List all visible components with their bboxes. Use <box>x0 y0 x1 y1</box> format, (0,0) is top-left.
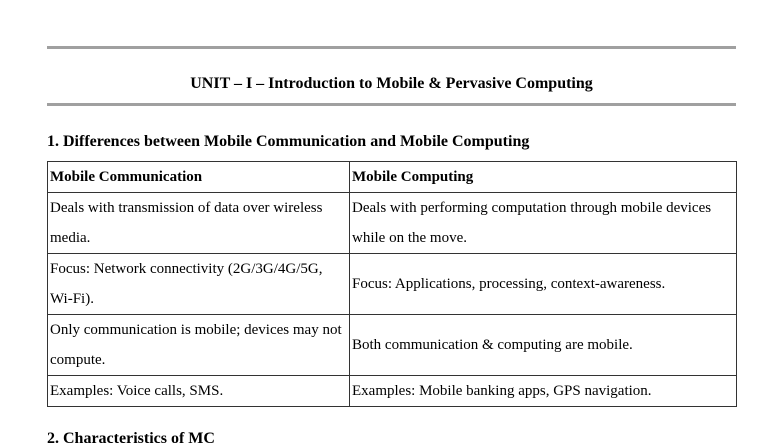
table-cell: Focus: Applications, processing, context-awareness. <box>350 254 737 315</box>
table-row <box>48 193 737 254</box>
table-cell: Deals with performing computation through mobile devices while on the move. <box>350 193 737 254</box>
table-cell: Deals with transmission of data over wireless media. <box>48 193 350 254</box>
section-heading-2: 2. Characteristics of MC <box>47 430 215 447</box>
header-cell: Mobile Communication <box>48 162 350 193</box>
page-title: UNIT – I – Introduction to Mobile & Pervasive Computing <box>190 75 593 92</box>
table-cell: Both communication & computing are mobile. <box>350 315 737 376</box>
table-cell: Examples: Mobile banking apps, GPS navigation. <box>350 376 737 407</box>
title-rule <box>47 103 736 106</box>
table-cell: Only communication is mobile; devices may not compute. <box>48 315 350 376</box>
table-row <box>48 315 737 376</box>
table-row <box>48 376 737 407</box>
header-cell: Mobile Computing <box>350 162 737 193</box>
table-cell: Examples: Voice calls, SMS. <box>48 376 350 407</box>
section-heading: 1. Differences between Mobile Communication and Mobile Computing <box>47 133 530 150</box>
table-row <box>48 254 737 315</box>
top-rule <box>47 46 736 49</box>
table-header-row <box>48 162 737 193</box>
table-cell: Focus: Network connectivity (2G/3G/4G/5G, Wi-Fi). <box>48 254 350 315</box>
differences-table <box>47 161 737 407</box>
